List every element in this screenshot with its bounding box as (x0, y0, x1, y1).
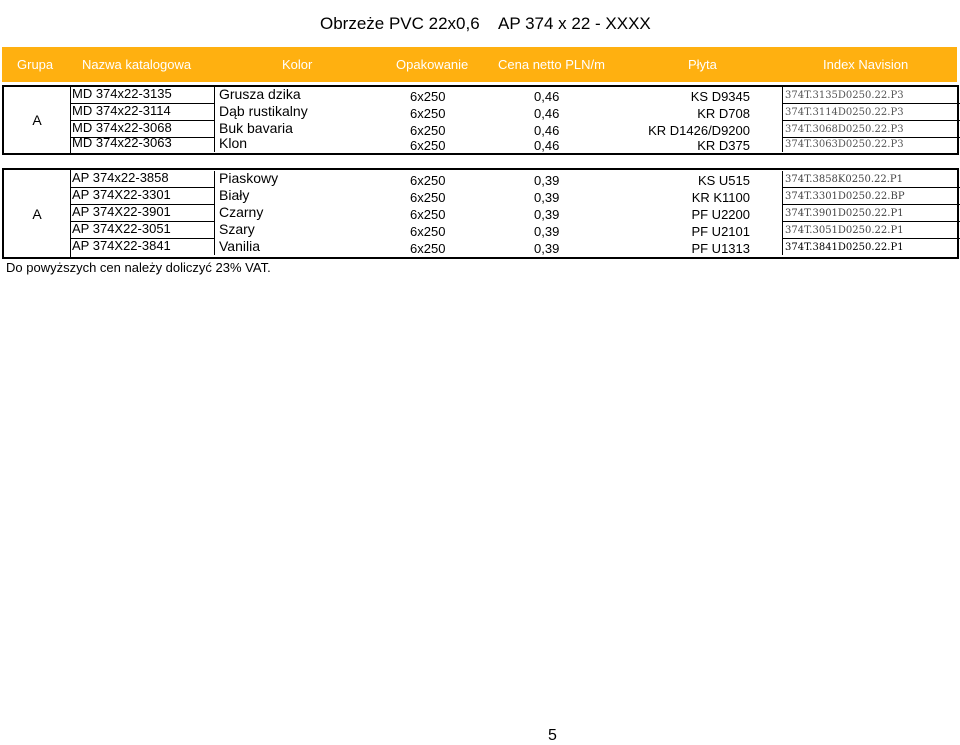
color-name: Buk bavaria (219, 121, 293, 136)
color-name: Czarny (219, 205, 264, 220)
price: 0,46 (534, 138, 560, 153)
price: 0,39 (534, 241, 560, 256)
header-cena: Cena netto PLN/m (498, 57, 605, 72)
table-row (70, 87, 957, 103)
navision-index: 374T.3051D0250.22.P1 (782, 222, 960, 239)
color-name: Szary (219, 222, 255, 237)
catalog-name: AP 374X22-3301 (70, 188, 215, 205)
color-name: Klon (219, 136, 248, 151)
header-kolor: Kolor (282, 57, 313, 72)
plate: PF U1313 (691, 241, 750, 256)
catalog-name: MD 374x22-3063 (70, 136, 215, 152)
table-header (2, 47, 957, 82)
table-row (70, 171, 957, 187)
price: 0,46 (534, 89, 560, 104)
price: 0,46 (534, 106, 560, 121)
navision-index: 374T.3301D0250.22.BP (782, 188, 960, 205)
header-opakowanie: Opakowanie (396, 57, 469, 72)
plate: PF U2200 (691, 207, 750, 222)
price: 0,39 (534, 173, 560, 188)
page-title (320, 14, 651, 34)
navision-index: 374T.3114D0250.22.P3 (782, 104, 960, 121)
plate: PF U2101 (691, 224, 750, 239)
catalog-name: MD 374x22-3068 (70, 121, 215, 138)
plate: KR D708 (697, 106, 750, 121)
navision-index: 374T.3068D0250.22.P3 (782, 121, 960, 138)
catalog-name: AP 374X22-3901 (70, 205, 215, 222)
catalog-name: AP 374X22-3841 (70, 239, 215, 255)
packaging: 6x250 (410, 224, 446, 239)
packaging: 6x250 (410, 138, 446, 153)
navision-index: 374T.3901D0250.22.P1 (782, 205, 960, 222)
plate: KR K1100 (691, 190, 750, 205)
catalog-name: AP 374x22-3858 (70, 171, 215, 188)
table-row (70, 104, 957, 120)
color-name: Vanilia (219, 239, 260, 254)
header-nazwa: Nazwa katalogowa (82, 57, 192, 72)
color-name: Grusza dzika (219, 87, 301, 102)
vat-note: Do powyższych cen należy doliczyć 23% VAT. (6, 260, 271, 275)
plate: KS D9345 (690, 89, 750, 104)
price: 0,39 (534, 190, 560, 205)
price-table-block-2 (2, 168, 959, 259)
color-name: Piaskowy (219, 171, 279, 186)
packaging: 6x250 (410, 89, 446, 104)
packaging: 6x250 (410, 173, 446, 188)
packaging: 6x250 (410, 207, 446, 222)
header-index: Index Navision (823, 57, 909, 72)
price-table-block-1 (2, 85, 959, 155)
catalog-name: MD 374x22-3135 (70, 87, 215, 104)
title-product: Obrzeże PVC 22x0,6 (320, 14, 480, 33)
header-grupa: Grupa (17, 57, 54, 72)
table-row (70, 121, 957, 137)
table-row (70, 222, 957, 238)
plate: KS U515 (697, 173, 750, 188)
table-row (70, 205, 957, 221)
table-row (70, 239, 957, 255)
page-number: 5 (548, 727, 557, 744)
price: 0,39 (534, 224, 560, 239)
packaging: 6x250 (410, 241, 446, 256)
navision-index: 374T.3841D0250.22.P1 (782, 239, 960, 255)
table-row (70, 136, 957, 152)
group-label: A (4, 87, 71, 153)
color-name: Dąb rustikalny (219, 104, 308, 119)
group-label: A (4, 170, 71, 257)
plate: KR D1426/D9200 (648, 123, 750, 138)
catalog-name: MD 374x22-3114 (70, 104, 215, 121)
price: 0,46 (534, 123, 560, 138)
color-name: Biały (219, 188, 250, 203)
navision-index: 374T.3135D0250.22.P3 (782, 87, 960, 104)
packaging: 6x250 (410, 190, 446, 205)
title-code: AP 374 x 22 - XXXX (498, 14, 651, 33)
navision-index: 374T.3063D0250.22.P3 (782, 136, 960, 152)
packaging: 6x250 (410, 106, 446, 121)
navision-index: 374T.3858K0250.22.P1 (782, 171, 960, 188)
catalog-name: AP 374X22-3051 (70, 222, 215, 239)
price: 0,39 (534, 207, 560, 222)
header-plyta: Płyta (688, 57, 717, 72)
plate: KR D375 (697, 138, 750, 153)
packaging: 6x250 (410, 123, 446, 138)
table-row (70, 188, 957, 204)
